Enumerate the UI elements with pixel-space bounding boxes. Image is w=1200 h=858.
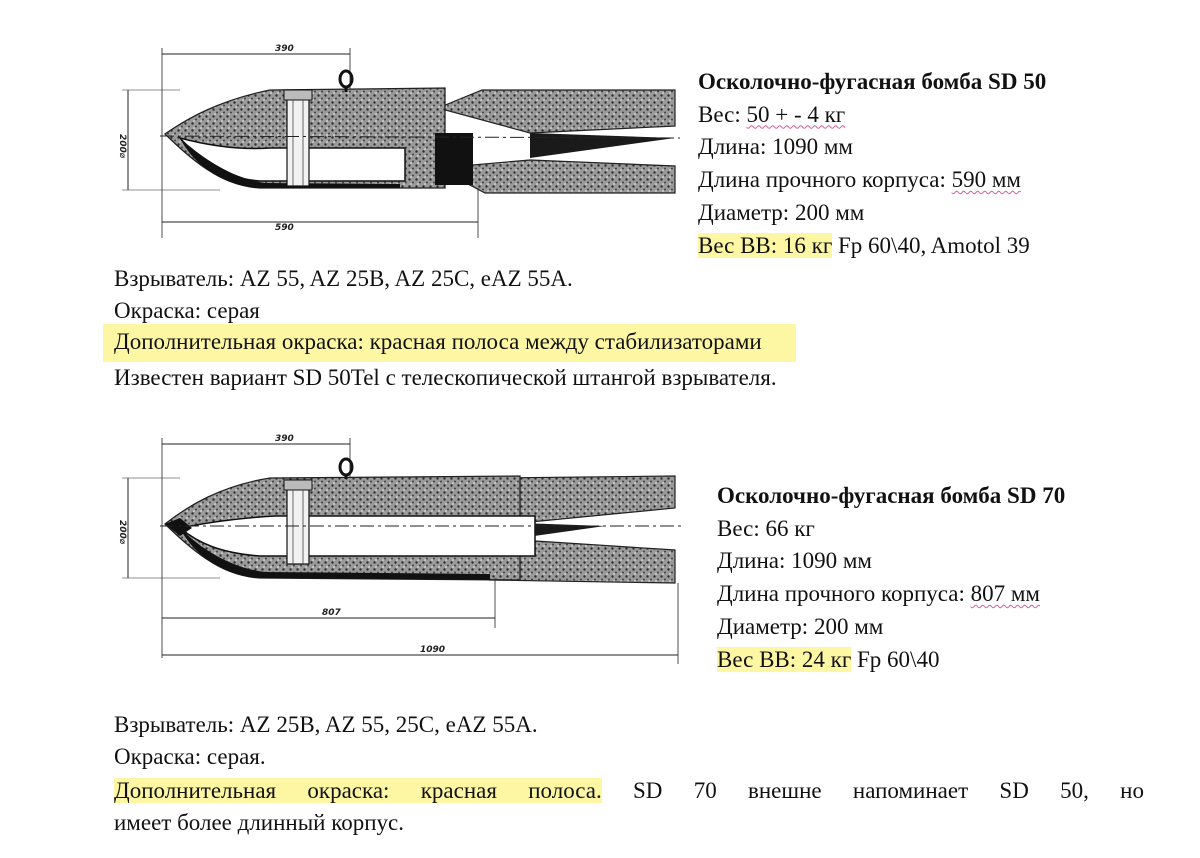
sd50-paint: Окраска: серая [114,298,260,323]
sd50-dim-390: 390 [275,44,294,54]
sd70-specs [717,480,1065,676]
sd70-dim-diameter: 200⌀ [117,520,127,545]
sd50-dim-diameter: 200⌀ [117,134,127,159]
sd50-fuze: Взрыватель: AZ 55, AZ 25B, AZ 25C, eAZ 55A. [114,266,573,291]
sd70-extra-paint: Дополнительная окраска: красная полоса. SD 70 внешне напоминает SD 50, но [114,778,1144,803]
sd70-extra-paint-highlight: Дополнительная окраска: красная полоса. [114,778,602,803]
sd70-weight: Вес: 66 кг [717,515,815,541]
sd50-dim-590: 590 [275,223,294,233]
sd70-dim-390: 390 [275,434,294,444]
sd70-explosive-highlight: Вес ВВ: 24 кг [717,646,852,672]
sd70-drawing [100,428,700,668]
sd70-fuze: Взрыватель: AZ 25B, AZ 55, 25C, eAZ 55A. [114,712,538,737]
sd70-title: Осколочно-фугасная бомба SD 70 [717,483,1066,508]
sd50-variant: Известен вариант SD 50Tel с телескопической штангой взрывателя. [114,365,777,390]
sd50-weight: Вес: 50 + - 4 кг [698,101,846,127]
sd70-paint: Окраска: серая. [114,744,266,769]
sd70-dim-807: 807 [322,608,341,618]
sd50-length: Длина: 1090 мм [698,134,853,160]
sd70-length: Длина: 1090 мм [717,548,872,574]
sd50-body-length: Длина прочного корпуса: 590 мм [698,167,1021,193]
sd50-diameter: Диаметр: 200 мм [698,199,865,225]
sd50-explosive: Вес ВВ: 16 кг Fp 60\40, Amotol 39 [698,232,1030,258]
sd50-title: Осколочно-фугасная бомба SD 50 [698,69,1047,94]
sd50-extra-paint: Дополнительная окраска: красная полоса между стабилизаторами [103,324,796,362]
sd70-body-length: Длина прочного корпуса: 807 мм [717,581,1040,607]
sd70-diameter: Диаметр: 200 мм [717,613,884,639]
sd70-extra-paint-cont: имеет более длинный корпус. [114,810,405,835]
sd70-dim-1090: 1090 [420,645,446,655]
sd50-explosive-highlight: Вес ВВ: 16 кг [698,232,833,258]
sd50-drawing [100,38,690,248]
sd50-specs [698,66,1046,262]
sd70-explosive: Вес ВВ: 24 кг Fp 60\40 [717,646,940,672]
